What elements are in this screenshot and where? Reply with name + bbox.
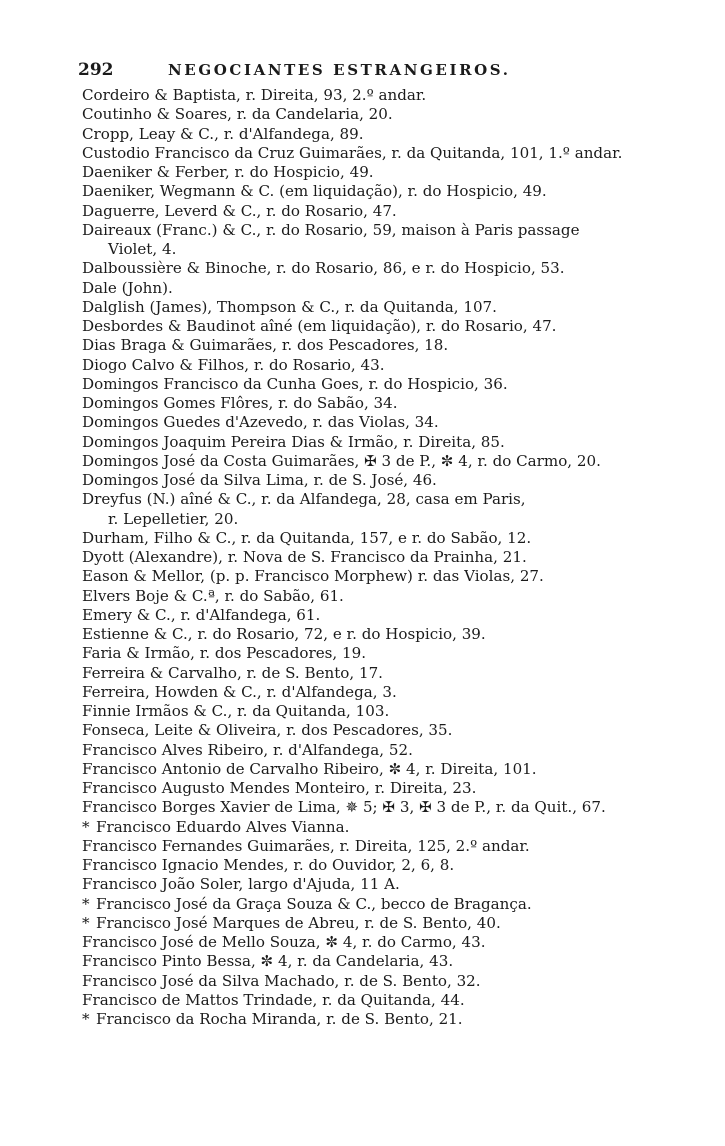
entry-text: Dreyfus (N.) aîné & C., r. da Alfandega, 28, casa em Paris, [82, 490, 526, 509]
entry-text: Domingos Gomes Flôres, r. do Sabão, 34. [82, 394, 398, 412]
merchant-entry [82, 356, 662, 375]
entry-text: Custodio Francisco da Cruz Guimarães, r. da Quitanda, 101, 1.º andar. [82, 143, 623, 162]
entry-text: Francisco Eduardo Alves Vianna. [96, 817, 350, 836]
asterisk-mark: * [82, 1010, 90, 1028]
entry-text: Dalglish (James), Thompson & C., r. da Quitanda, 107. [82, 297, 497, 316]
merchant-entry [82, 279, 662, 298]
entry-continuation: Violet, 4. [108, 240, 177, 258]
merchant-entry [82, 895, 662, 914]
entry-text: Francisco Ignacio Mendes, r. do Ouvidor, 2, 6, 8. [82, 856, 455, 874]
asterisk-mark: * [82, 913, 90, 932]
merchant-entry [82, 452, 662, 471]
entry-text: Francisco da Rocha Miranda, r. de S. Bento, 21. [96, 1010, 463, 1028]
merchant-entry [82, 914, 662, 933]
entry-text: Durham, Filho & C., r. da Quitanda, 157, e r. do Sabão, 12. [82, 528, 532, 547]
merchant-entry [82, 125, 662, 144]
merchant-entry [82, 490, 662, 529]
entry-text: Francisco de Mattos Trindade, r. da Quitanda, 44. [82, 990, 465, 1009]
merchant-entry [82, 86, 662, 105]
merchant-entry [82, 548, 662, 567]
merchant-entry [82, 587, 662, 606]
entry-text: Desbordes & Baudinot aîné (em liquidação), r. do Rosario, 47. [82, 317, 557, 335]
entry-text: Francisco José de Mello Souza, ✼ 4, r. do Carmo, 43. [82, 933, 486, 951]
entry-text: Francisco Fernandes Guimarães, r. Direita, 125, 2.º andar. [82, 836, 530, 855]
entry-text: Domingos José da Costa Guimarães, ✠ 3 de P., ✼ 4, r. do Carmo, 20. [82, 451, 601, 470]
entry-text: Domingos Guedes d'Azevedo, r. das Violas, 34. [82, 413, 439, 432]
merchant-entry [82, 259, 662, 278]
merchant-entry [82, 625, 662, 644]
merchant-entry [82, 875, 662, 894]
merchant-entry [82, 721, 662, 740]
entry-text: Francisco Antonio de Carvalho Ribeiro, ✼ 4, r. Direita, 101. [82, 759, 537, 778]
merchant-entry [82, 202, 662, 221]
merchant-entry [82, 818, 662, 837]
merchant-entry [82, 413, 662, 432]
merchant-entry [82, 991, 662, 1010]
entry-text: Ferreira, Howden & C., r. d'Alfandega, 3. [82, 682, 397, 701]
entry-text: Dale (John). [82, 278, 173, 297]
merchant-entry [82, 741, 662, 760]
entry-text: Emery & C., r. d'Alfandega, 61. [82, 605, 321, 624]
merchant-entry [82, 529, 662, 548]
entry-text: Cordeiro & Baptista, r. Direita, 93, 2.º andar. [82, 86, 427, 104]
merchant-entry [82, 336, 662, 355]
merchant-entry [82, 952, 662, 971]
entry-text: Dias Braga & Guimarães, r. dos Pescadores, 18. [82, 336, 449, 355]
merchant-entry [82, 856, 662, 875]
entry-text: Daeniker & Ferber, r. do Hospicio, 49. [82, 163, 374, 181]
entry-text: Francisco Augusto Mendes Monteiro, r. Direita, 23. [82, 779, 477, 797]
entry-text: Dalboussière & Binoche, r. do Rosario, 86, e r. do Hospicio, 53. [82, 259, 565, 278]
merchant-entry [82, 105, 662, 124]
merchant-entry [82, 837, 662, 856]
merchant-entry [82, 760, 662, 779]
entry-text: Ferreira & Carvalho, r. de S. Bento, 17. [82, 663, 383, 682]
entry-text: Eason & Mellor, (p. p. Francisco Morphew) r. das Violas, 27. [82, 567, 544, 586]
merchant-entry [82, 317, 662, 336]
entry-text: Domingos José da Silva Lima, r. de S. José, 46. [82, 471, 437, 489]
merchant-entry [82, 779, 662, 798]
merchant-entry [82, 375, 662, 394]
merchant-entry [82, 933, 662, 952]
merchant-entry [82, 664, 662, 683]
merchant-entry [82, 798, 662, 817]
entry-text: Daguerre, Leverd & C., r. do Rosario, 47. [82, 201, 397, 220]
entry-text: Francisco José da Graça Souza & C., becco de Bragança. [96, 894, 532, 913]
entry-text: Finnie Irmãos & C., r. da Quitanda, 103. [82, 702, 390, 720]
page-header [78, 60, 658, 82]
merchant-entry [82, 567, 662, 586]
merchant-entry [82, 1010, 662, 1029]
merchant-list [82, 86, 662, 1029]
merchant-entry [82, 144, 662, 163]
merchant-entry [82, 471, 662, 490]
entry-continuation: r. Lepelletier, 20. [108, 509, 239, 528]
asterisk-mark: * [82, 817, 90, 836]
merchant-entry [82, 433, 662, 452]
entry-text: Francisco João Soler, largo d'Ajuda, 11 A. [82, 875, 400, 894]
page-number: 292 [78, 60, 114, 80]
entry-text: Domingos Francisco da Cunha Goes, r. do Hospicio, 36. [82, 374, 508, 393]
asterisk-mark: * [82, 894, 90, 913]
entry-text: Daeniker, Wegmann & C. (em liquidação), r. do Hospicio, 49. [82, 182, 547, 201]
merchant-entry [82, 163, 662, 182]
entry-text: Francisco Alves Ribeiro, r. d'Alfandega, 52. [82, 740, 413, 759]
merchant-entry [82, 606, 662, 625]
merchant-entry [82, 182, 662, 201]
entry-text: Domingos Joaquim Pereira Dias & Irmão, r. Direita, 85. [82, 432, 505, 451]
entry-text: Elvers Boje & C.ª, r. do Sabão, 61. [82, 586, 344, 605]
merchant-entry [82, 221, 662, 260]
merchant-entry [82, 702, 662, 721]
merchant-entry [82, 298, 662, 317]
entry-text: Francisco Borges Xavier de Lima, ✵ 5; ✠ 3, ✠ 3 de P., r. da Quit., 67. [82, 798, 606, 817]
running-title: NEGOCIANTES ESTRANGEIROS. [168, 61, 511, 79]
entry-text: Daireaux (Franc.) & C., r. do Rosario, 59, maison à Paris passage [82, 220, 580, 239]
merchant-entry [82, 683, 662, 702]
merchant-entry [82, 644, 662, 663]
entry-text: Faria & Irmão, r. dos Pescadores, 19. [82, 644, 366, 663]
entry-text: Diogo Calvo & Filhos, r. do Rosario, 43. [82, 355, 385, 374]
entry-text: Fonseca, Leite & Oliveira, r. dos Pescadores, 35. [82, 721, 453, 740]
merchant-entry [82, 394, 662, 413]
merchant-entry [82, 972, 662, 991]
entry-text: Francisco José da Silva Machado, r. de S. Bento, 32. [82, 971, 481, 990]
entry-text: Dyott (Alexandre), r. Nova de S. Francisco da Prainha, 21. [82, 548, 527, 566]
entry-text: Francisco Pinto Bessa, ✼ 4, r. da Candelaria, 43. [82, 952, 454, 971]
entry-text: Cropp, Leay & C., r. d'Alfandega, 89. [82, 124, 364, 143]
entry-text: Francisco José Marques de Abreu, r. de S. Bento, 40. [96, 913, 501, 932]
entry-text: Estienne & C., r. do Rosario, 72, e r. do Hospicio, 39. [82, 625, 486, 643]
entry-text: Coutinho & Soares, r. da Candelaria, 20. [82, 105, 393, 124]
